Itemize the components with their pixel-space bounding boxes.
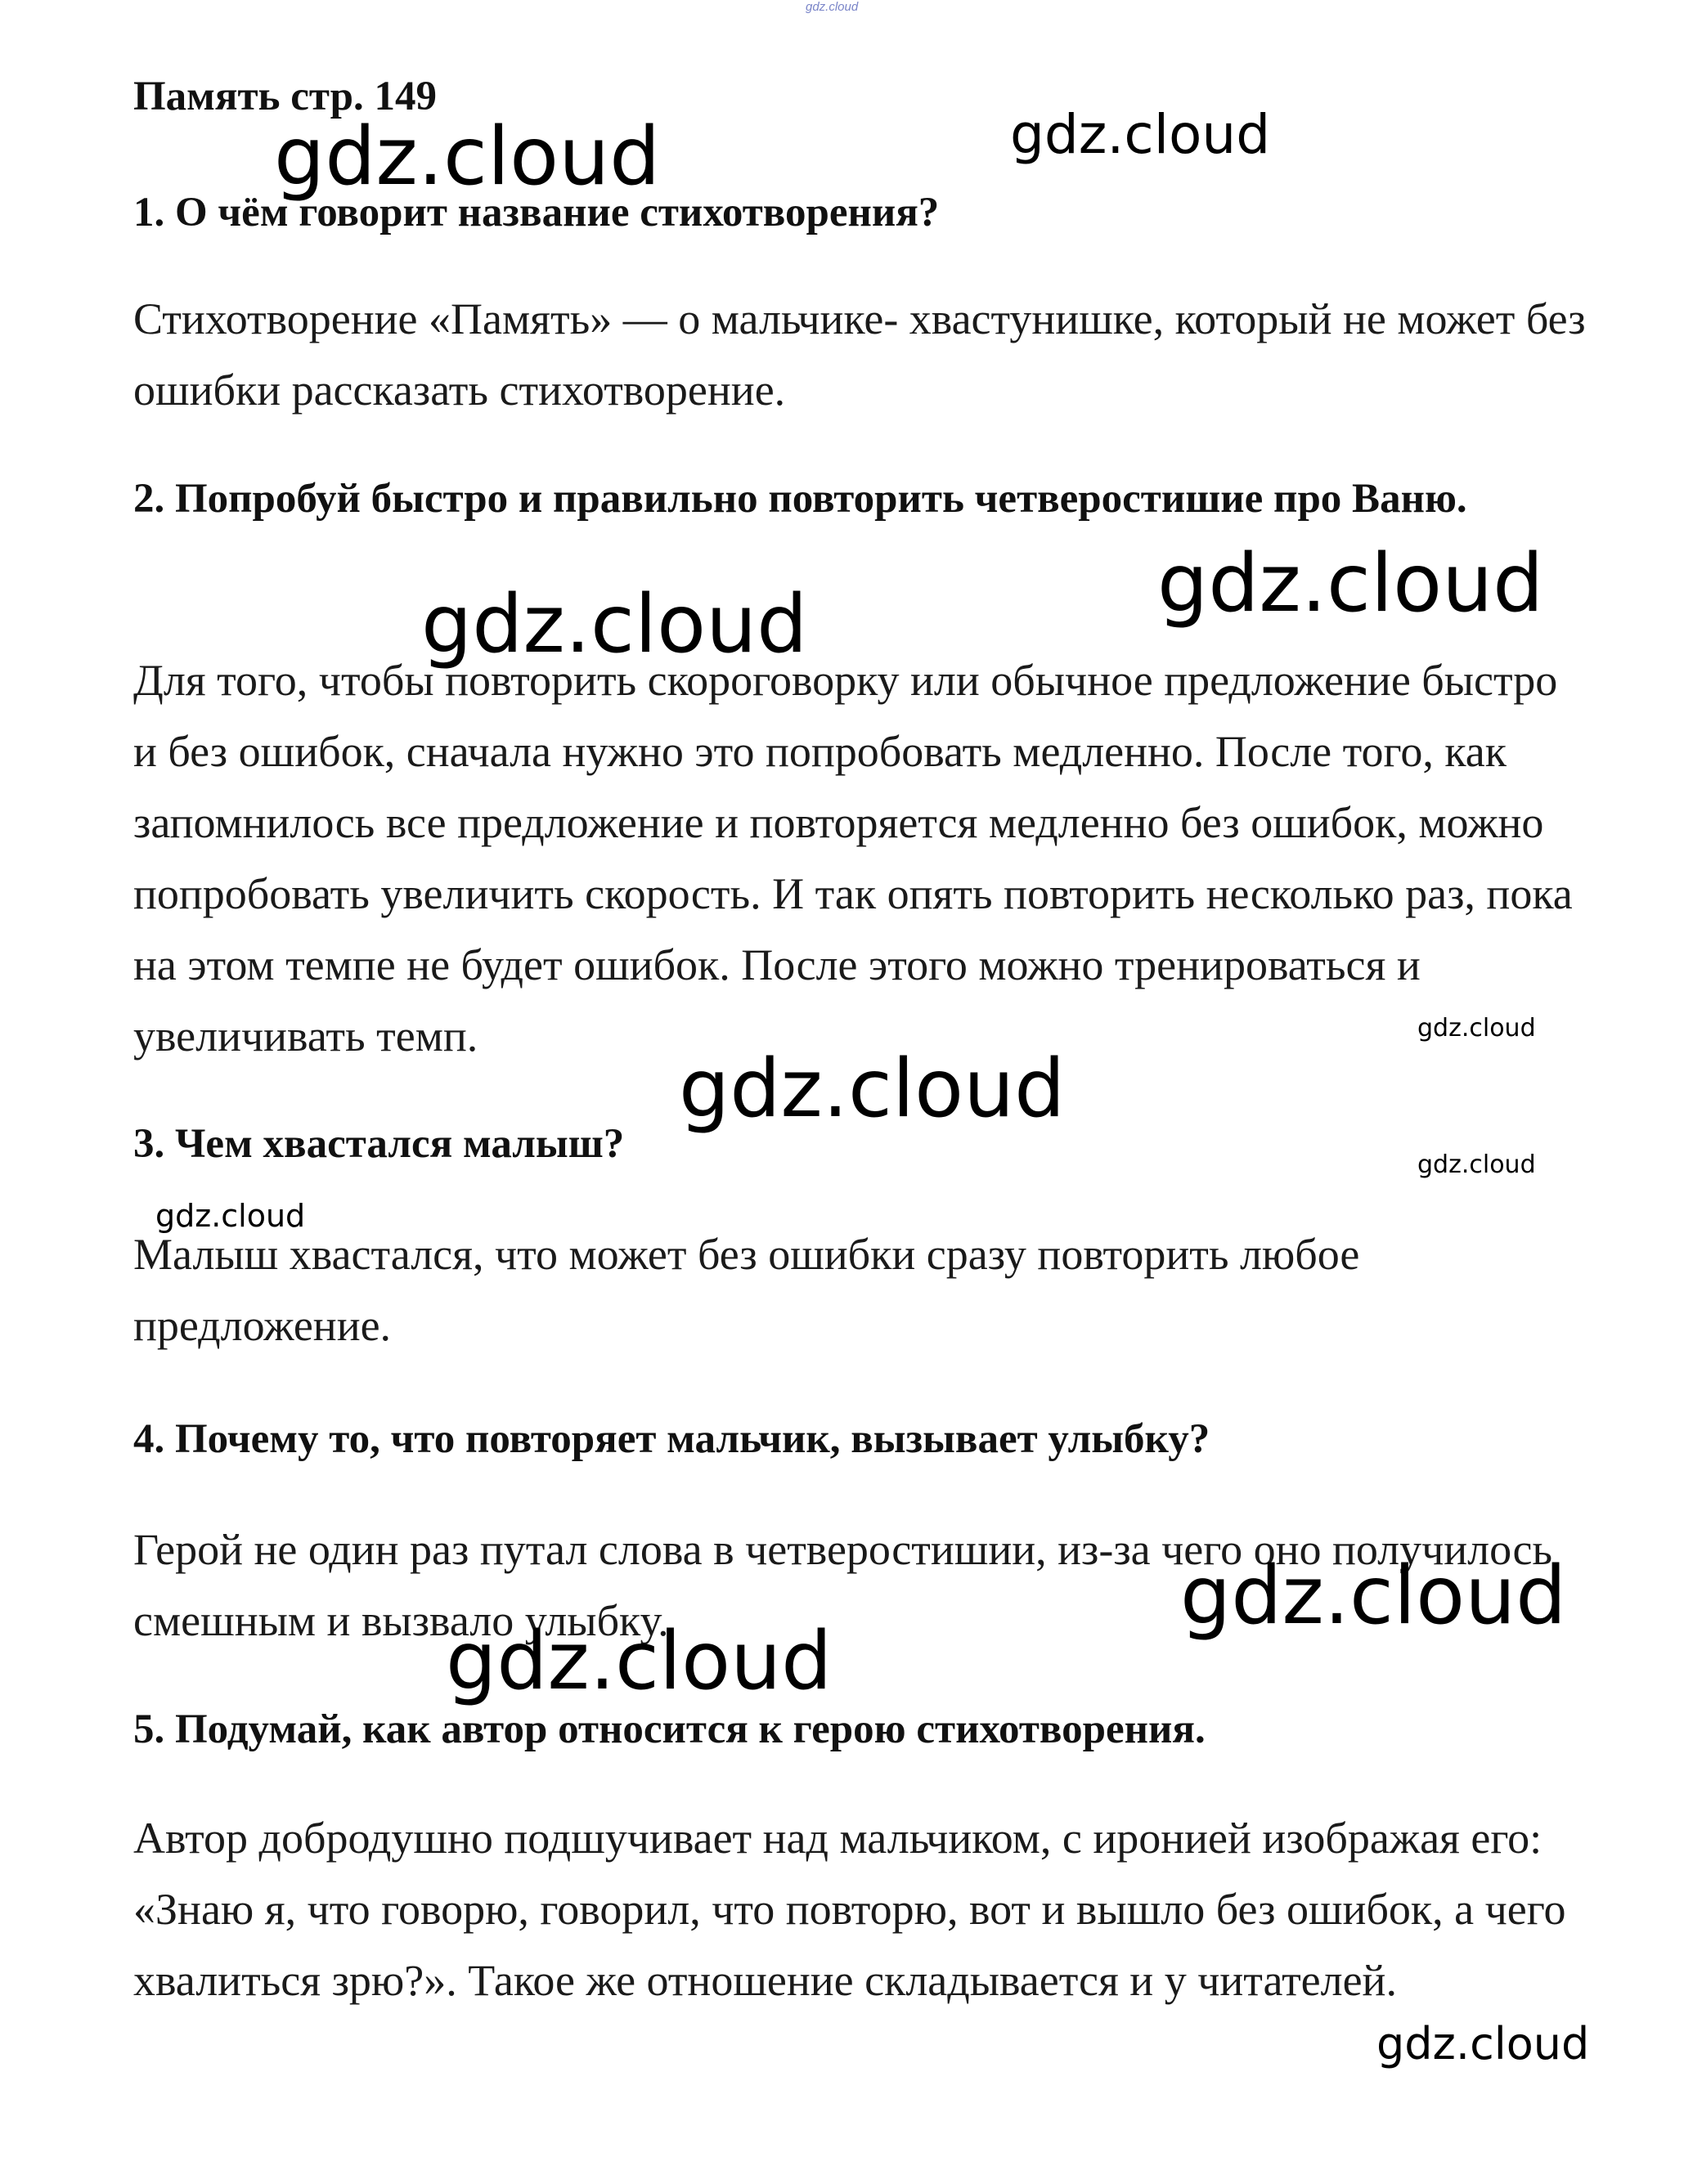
watermark: gdz.cloud <box>1180 1549 1567 1643</box>
answer-5: Автор добродушно подшучивает над мальчиком, с иронией изображая его: «Знаю я, что говорю, говорил, что повторю, вот и вышло без ошибок, а чего хвалиться зрю?». Такое же отношение складывается и у читателей. <box>133 1814 1566 2005</box>
watermark: gdz.cloud <box>155 1198 306 1234</box>
page-title: Память стр. 149 <box>133 74 437 119</box>
question-5: 5. Подумай, как автор относится к герою стихотворения. <box>133 1706 1206 1752</box>
watermark: gdz.cloud <box>274 110 661 204</box>
question-2: 2. Попробуй быстро и правильно повторить четверостишие про Ваню. <box>133 476 1467 522</box>
question-1: 1. О чём говорит название стихотворения? <box>133 190 940 235</box>
answer-1: Стихотворение «Память» — о мальчике- хвастунишке, который не может без ошибки рассказать стихотворение. <box>133 294 1586 415</box>
watermark: gdz.cloud <box>1417 1014 1536 1043</box>
answer-2: Для того, чтобы повторить скороговорку или обычное предложение быстро и без ошибок, сначала нужно это попробовать медленно. После того, как запомнилось все предложение и повторяется медленно без ошибок, можно попробовать увеличить скорость. И так опять повторить несколько раз, пока на этом темпе не будет ошибок. После этого можно тренироваться и увеличивать темп. <box>133 656 1573 1061</box>
watermark: gdz.cloud <box>1376 2018 1590 2070</box>
watermark: gdz.cloud <box>446 1615 833 1708</box>
top-watermark: gdz.cloud <box>806 0 859 14</box>
watermark: gdz.cloud <box>1010 103 1271 166</box>
watermark: gdz.cloud <box>1157 537 1544 630</box>
answer-4: Герой не один раз путал слова в четверостишии, из-за чего оно получилось смешным и вызвало улыбку. <box>133 1525 1553 1645</box>
answer-3: Малыш хвастался, что может без ошибки сразу повторить любое предложение. <box>133 1230 1360 1350</box>
question-3: 3. Чем хвастался малыш? <box>133 1121 625 1167</box>
watermark: gdz.cloud <box>679 1043 1066 1136</box>
watermark: gdz.cloud <box>421 578 808 671</box>
question-4: 4. Почему то, что повторяет мальчик, вызывает улыбку? <box>133 1416 1210 1462</box>
watermark: gdz.cloud <box>1417 1150 1536 1179</box>
